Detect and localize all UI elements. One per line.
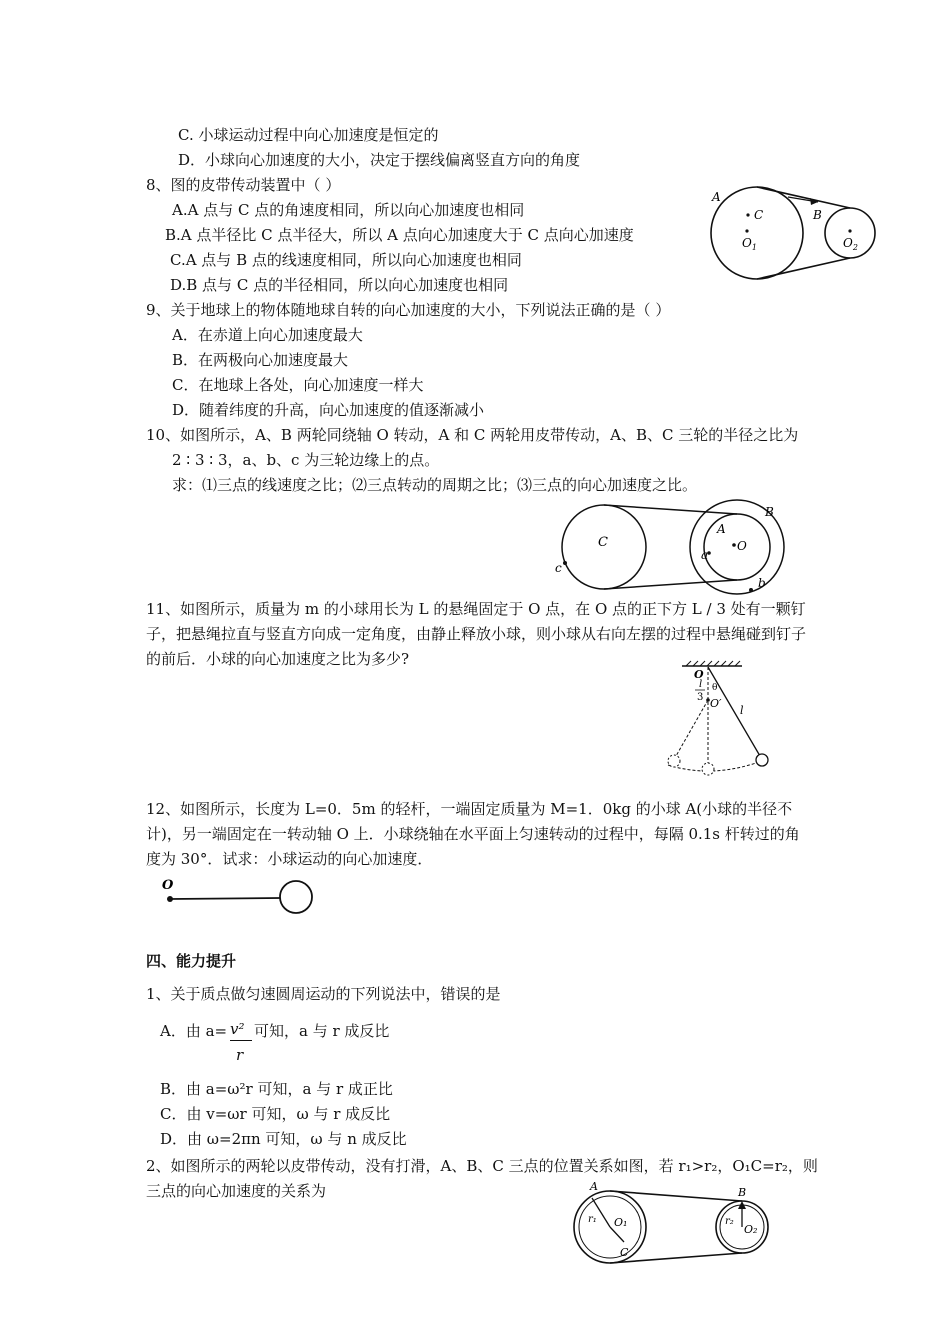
s4-q2-label-c: C xyxy=(620,1246,629,1259)
q10-line1: 10、如图所示，A、B 两轮同绕轴 O 转动，A 和 C 两轮用皮带传动，A、B、C 三轮的半径之比为 xyxy=(146,426,799,444)
q8-label-o1-sub: 1 xyxy=(751,243,757,252)
q7-option-d: D．小球向心加速度的大小，决定于摆线偏离竖直方向的角度 xyxy=(178,151,581,169)
q9-option-d: D．随着纬度的升高，向心加速度的值逐渐减小 xyxy=(172,401,485,419)
svg-text:O1 xyxy=(742,236,757,252)
q11-label-o-prime: O′ xyxy=(710,697,722,710)
q8-option-d: D.B 点与 C 点的半径相同，所以向心加速度也相同 xyxy=(170,276,509,294)
q10-wheel-figure xyxy=(550,500,790,595)
s4-q2-label-o1: O₁ xyxy=(614,1216,628,1229)
q9-option-a: A．在赤道上向心加速度最大 xyxy=(172,326,363,344)
q10-label-a-point: a xyxy=(701,548,709,562)
q8-stem: 8、图的皮带传动装置中（ ） xyxy=(146,176,341,194)
q10-line2: 2 ∶ 3 ∶ 3，a、b、c 为三轮边缘上的点。 xyxy=(172,451,440,469)
s4-q2-label-b: B xyxy=(738,1186,747,1199)
q11-pendulum-figure xyxy=(660,660,780,780)
s4-q2-line2: 三点的向心加速度的关系为 xyxy=(146,1182,327,1200)
q8-label-o2-sub: 2 xyxy=(852,243,858,252)
q11-label-theta: θ xyxy=(712,683,718,693)
s4-q1-option-d: D．由 ω=2πn 可知，ω 与 n 成反比 xyxy=(160,1130,407,1148)
s4-q2-belt-figure xyxy=(570,1180,780,1270)
q9-stem: 9、关于地球上的物体随地球自转的向心加速度的大小，下列说法正确的是（ ） xyxy=(146,301,671,319)
s4-q1-option-c: C．由 v=ωr 可知，ω 与 r 成反比 xyxy=(160,1105,391,1123)
q10-label-b-wheel: B xyxy=(765,505,774,519)
s4-q1-option-b: B．由 a=ω²r 可知，a 与 r 成正比 xyxy=(160,1080,393,1098)
s4-q2-label-o2: O₂ xyxy=(744,1223,758,1236)
s4-q1-option-a-prefix: A．由 a= xyxy=(160,1022,228,1040)
q8-option-c: C.A 点与 B 点的线速度相同，所以向心加速度也相同 xyxy=(170,251,522,269)
s4-q1-fraction-num: v² xyxy=(230,1020,245,1038)
q10-label-b-point: b xyxy=(758,576,766,590)
q12-text: 12、如图所示，长度为 L=0．5m 的轻杆，一端固定质量为 M=1．0kg 的小球 A(小球的半径不计)，另一端固定在一转动轴 O 上．小球绕轴在水平面上匀速转动的过程中，每隔 0.1s 杆转过的角度为 30°．试求：小球运动的向心加速度． xyxy=(146,800,800,868)
q11-label-o: O xyxy=(694,668,704,681)
q9-option-b: B．在两极向心加速度最大 xyxy=(172,351,349,369)
q8-option-b: B.A 点半径比 C 点半径大，所以 A 点向心加速度大于 C 点向心加速度 xyxy=(165,226,634,244)
q8-label-b: B xyxy=(813,208,822,222)
q11-label-frac-num: l xyxy=(699,679,703,690)
q11-text: 11、如图所示，质量为 m 的小球用长为 L 的悬绳固定于 O 点，在 O 点的正下方 L / 3 处有一颗钉子，把悬绳拉直与竖直方向成一定角度，由静止释放小球，则小球从右向左摆的过程中悬绳碰到钉子的前后．小球的向心加速度之比为多少? xyxy=(146,600,807,668)
q8-label-a: A xyxy=(712,190,721,204)
q11-label-frac-den: 3 xyxy=(697,692,704,703)
q8-label-o1: O xyxy=(742,236,752,250)
q7-option-c: C. 小球运动过程中向心加速度是恒定的 xyxy=(178,126,439,144)
q12-label-o: O xyxy=(162,878,174,893)
q10-label-c-point: c xyxy=(555,561,562,575)
section4-title: 四、能力提升 xyxy=(146,952,237,970)
q10-label-a-wheel: A xyxy=(717,522,726,536)
q8-label-c: C xyxy=(754,208,764,222)
s4-q2-line1: 2、如图所示的两轮以皮带传动，没有打滑，A、B、C 三点的位置关系如图，若 r₁>r₂，O₁C=r₂，则 xyxy=(146,1157,818,1175)
s4-q1-fraction-bar xyxy=(230,1040,252,1041)
q12-rod-figure xyxy=(160,875,320,920)
q10-line3: 求：⑴三点的线速度之比；⑵三点转动的周期之比；⑶三点的向心加速度之比。 xyxy=(172,476,698,494)
q11-label-l: l xyxy=(740,704,744,717)
q8-label-o2: O xyxy=(843,236,853,250)
s4-q2-label-r2: r₂ xyxy=(725,1216,734,1227)
q10-label-o: O xyxy=(737,539,747,553)
q8-option-a: A.A 点与 C 点的角速度相同，所以向心加速度也相同 xyxy=(172,201,525,219)
s4-q2-label-r1: r₁ xyxy=(588,1214,597,1225)
q10-label-c-wheel: C xyxy=(598,535,608,550)
s4-q1-option-a-suffix: 可知，a 与 r 成反比 xyxy=(254,1022,390,1040)
q9-option-c: C．在地球上各处，向心加速度一样大 xyxy=(172,376,424,394)
s4-q1-stem: 1、关于质点做匀速圆周运动的下列说法中，错误的是 xyxy=(146,985,501,1003)
s4-q1-fraction-den: r xyxy=(236,1046,244,1064)
q8-belt-figure xyxy=(700,185,890,280)
s4-q2-label-a: A xyxy=(590,1180,598,1193)
svg-text:O2 xyxy=(843,236,858,252)
